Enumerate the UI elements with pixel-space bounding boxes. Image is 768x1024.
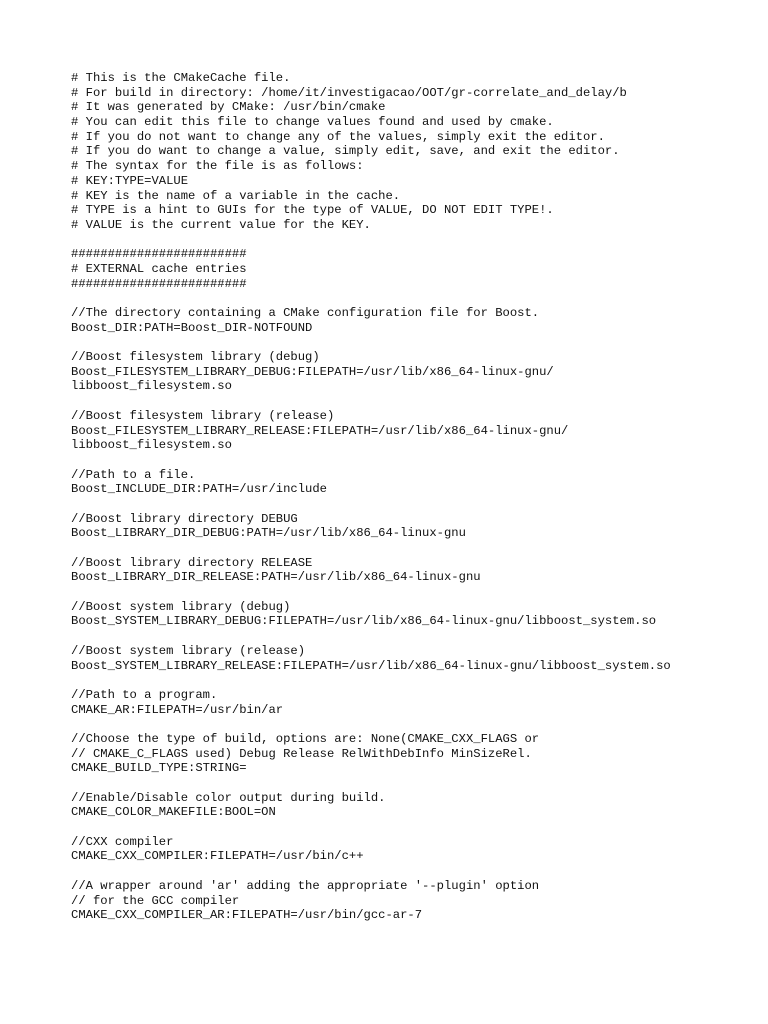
blank-line (71, 820, 751, 835)
cache-entry (71, 644, 751, 673)
comment-line: # If you do not want to change any of the values, simply exit the editor. (71, 129, 605, 144)
entry-comment: //A wrapper around 'ar' adding the appropriate '--plugin' option (71, 878, 540, 893)
section-banner (71, 247, 751, 291)
entry-value: Boost_FILESYSTEM_LIBRARY_RELEASE:FILEPATH=/usr/lib/x86_64-linux-gnu/ (71, 423, 569, 438)
comment-line: # If you do want to change a value, simply edit, save, and exit the editor. (71, 144, 620, 159)
comment-line: # KEY is the name of a variable in the cache. (71, 188, 401, 203)
cache-entry (71, 791, 751, 820)
entry-comment: // CMAKE_C_FLAGS used) Debug Release RelWithDebInfo MinSizeRel. (71, 746, 532, 761)
entry-comment: //Boost library directory DEBUG (71, 511, 298, 526)
blank-line (71, 673, 751, 688)
entry-comment: //CXX compiler (71, 834, 174, 849)
blank-line (71, 233, 751, 248)
blank-line (71, 394, 751, 409)
entry-value: Boost_SYSTEM_LIBRARY_DEBUG:FILEPATH=/usr/lib/x86_64-linux-gnu/libboost_system.so (71, 614, 657, 629)
entry-value: CMAKE_COLOR_MAKEFILE:BOOL=ON (71, 805, 276, 820)
entry-value: Boost_INCLUDE_DIR:PATH=/usr/include (71, 482, 327, 497)
banner-title: # EXTERNAL cache entries (71, 261, 247, 276)
cache-entry (71, 732, 751, 776)
blank-line (71, 335, 751, 350)
cache-entry (71, 835, 751, 864)
comment-line: # It was generated by CMake: /usr/bin/cmake (71, 100, 386, 115)
blank-line (71, 585, 751, 600)
blank-line (71, 717, 751, 732)
comment-line: # TYPE is a hint to GUIs for the type of VALUE, DO NOT EDIT TYPE!. (71, 203, 554, 218)
cache-entry (71, 409, 751, 453)
cache-entry (71, 556, 751, 585)
entry-value: Boost_DIR:PATH=Boost_DIR-NOTFOUND (71, 320, 313, 335)
entry-value: Boost_LIBRARY_DIR_RELEASE:PATH=/usr/lib/x86_64-linux-gnu (71, 570, 481, 585)
entry-value-continued: libboost_filesystem.so (71, 379, 232, 394)
entry-value: CMAKE_CXX_COMPILER:FILEPATH=/usr/bin/c++ (71, 849, 364, 864)
banner-line: ######################## (71, 276, 247, 291)
entry-value: CMAKE_AR:FILEPATH=/usr/bin/ar (71, 702, 284, 717)
entry-comment: //The directory containing a CMake configuration file for Boost. (71, 306, 540, 320)
blank-line (71, 291, 751, 306)
entry-value-continued: libboost_filesystem.so (71, 438, 232, 453)
blank-line (71, 629, 751, 644)
cache-entry (71, 306, 751, 335)
comment-line: # KEY:TYPE=VALUE (71, 173, 189, 188)
cache-entry (71, 688, 751, 717)
entry-value: CMAKE_BUILD_TYPE:STRING= (71, 761, 247, 776)
entry-comment: //Path to a file. (71, 467, 196, 482)
entry-value: CMAKE_CXX_COMPILER_AR:FILEPATH=/usr/bin/gcc-ar-7 (71, 908, 423, 923)
entry-comment: //Enable/Disable color output during build. (71, 790, 386, 805)
entry-comment: // for the GCC compiler (71, 893, 240, 908)
blank-line (71, 497, 751, 512)
entry-comment: //Boost filesystem library (debug) (71, 350, 320, 365)
entry-value: Boost_FILESYSTEM_LIBRARY_DEBUG:FILEPATH=/usr/lib/x86_64-linux-gnu/ (71, 364, 554, 379)
comment-line: # For build in directory: /home/it/investigacao/OOT/gr-correlate_and_delay/b (71, 85, 627, 100)
document-page (71, 71, 751, 923)
entry-comment: //Boost filesystem library (release) (71, 408, 335, 423)
blank-line (71, 864, 751, 879)
comment-line: # You can edit this file to change values found and used by cmake. (71, 115, 554, 130)
entry-comment: //Boost system library (debug) (71, 599, 291, 614)
comment-line: # VALUE is the current value for the KEY. (71, 217, 371, 232)
entry-comment: //Boost system library (release) (71, 643, 306, 658)
cache-entry (71, 879, 751, 923)
cache-entry (71, 512, 751, 541)
entry-comment: //Path to a program. (71, 687, 218, 702)
cache-entry (71, 350, 751, 394)
entry-value: Boost_SYSTEM_LIBRARY_RELEASE:FILEPATH=/usr/lib/x86_64-linux-gnu/libboost_system.so (71, 658, 671, 673)
header-comments (71, 71, 751, 233)
banner-line: ######################## (71, 247, 247, 262)
comment-line: # This is the CMakeCache file. (71, 71, 291, 85)
blank-line (71, 453, 751, 468)
blank-line (71, 541, 751, 556)
cache-entry (71, 600, 751, 629)
entry-comment: //Boost library directory RELEASE (71, 555, 313, 570)
cache-entry (71, 468, 751, 497)
entry-value: Boost_LIBRARY_DIR_DEBUG:PATH=/usr/lib/x86_64-linux-gnu (71, 526, 466, 541)
comment-line: # The syntax for the file is as follows: (71, 159, 364, 174)
blank-line (71, 776, 751, 791)
entry-comment: //Choose the type of build, options are: None(CMAKE_CXX_FLAGS or (71, 731, 540, 746)
